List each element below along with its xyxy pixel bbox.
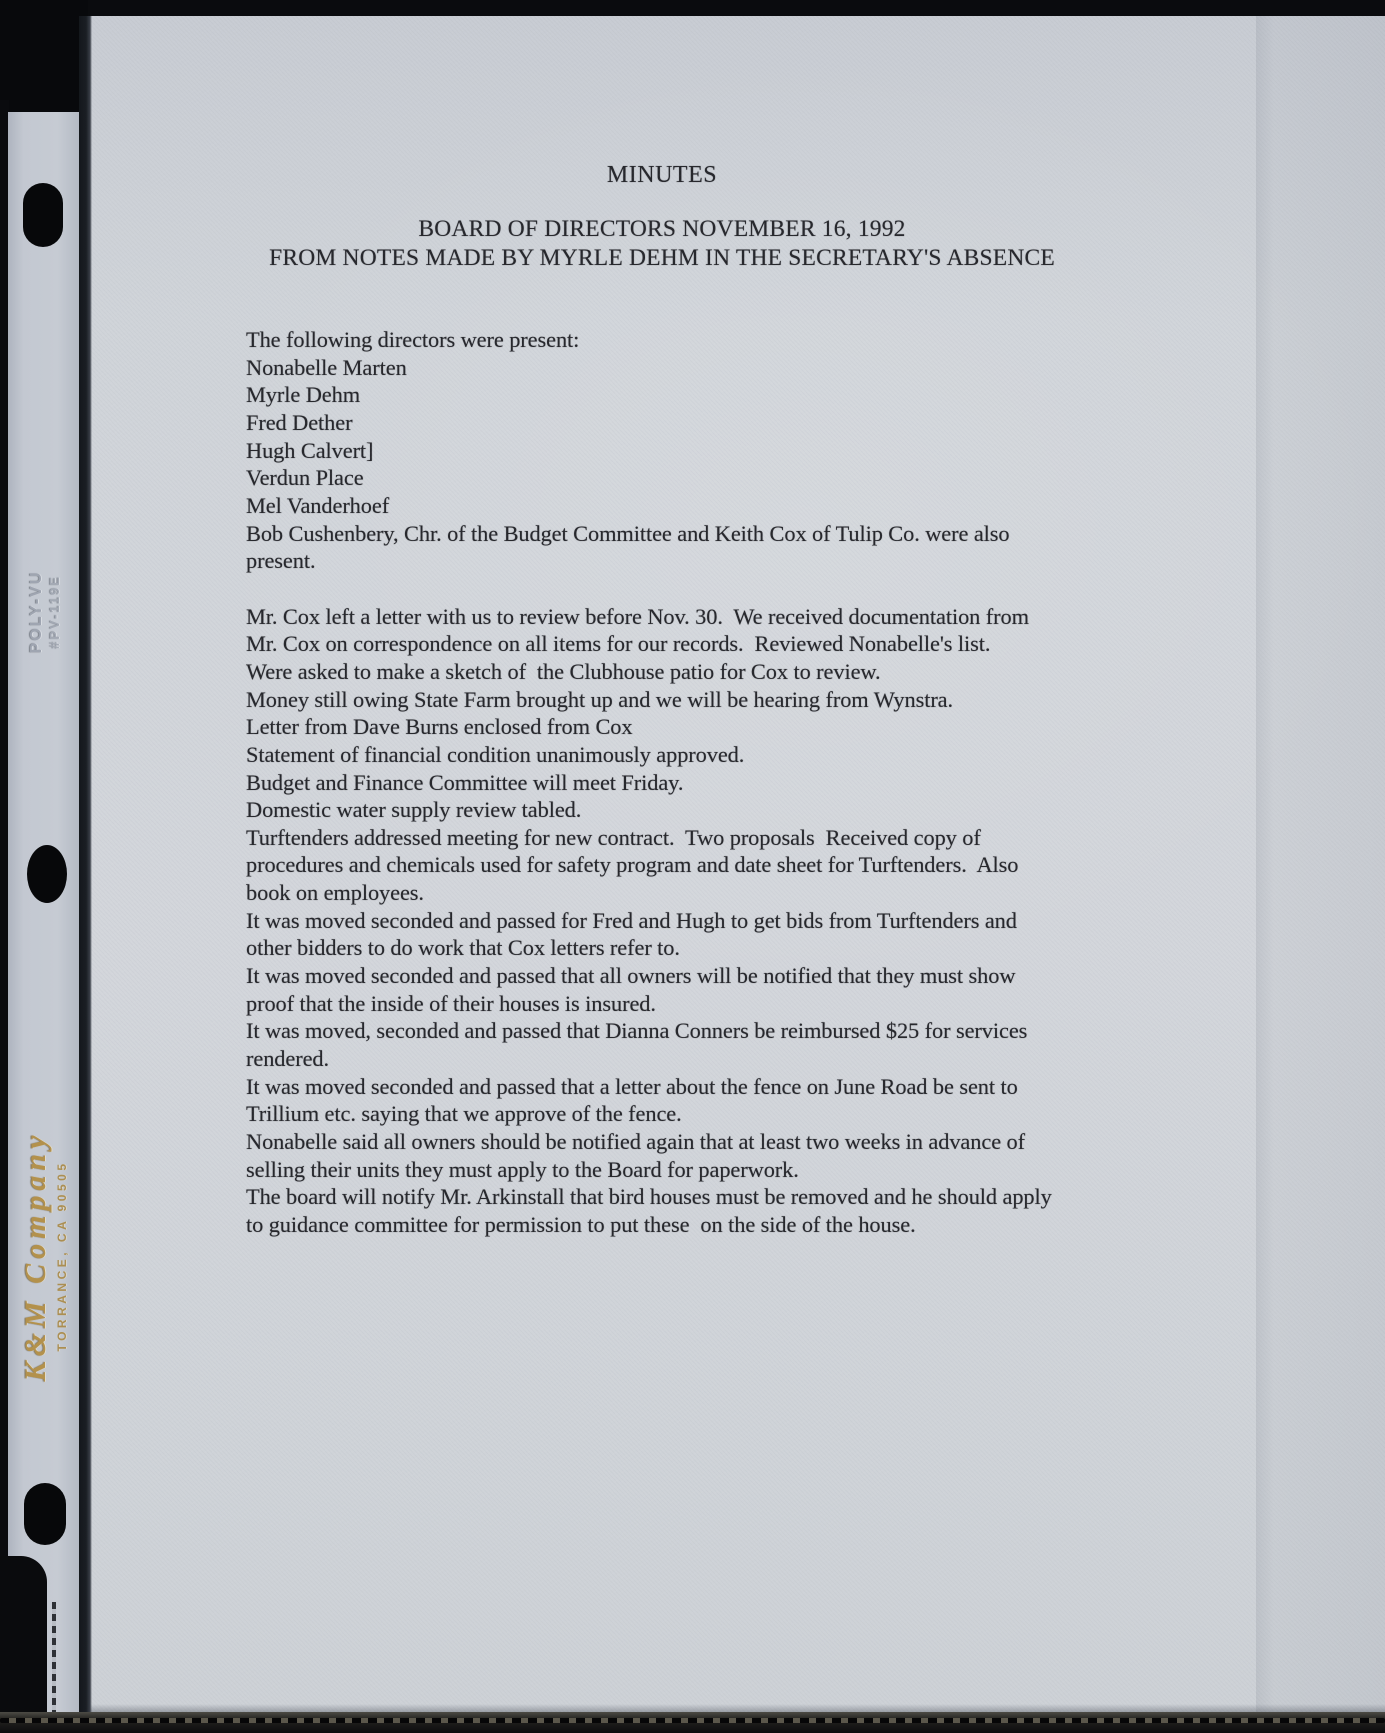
document-header — [88, 162, 1236, 273]
protector-brand-name: K&M Company — [19, 1130, 52, 1382]
text-line: Money still owing State Farm brought up and we will be hearing from Wynstra. — [246, 686, 954, 712]
text-line: Mel Vanderhoef — [246, 492, 390, 518]
paper-right-edge-shadow — [1256, 16, 1385, 1712]
stitched-side-seam — [52, 1602, 56, 1714]
text-line: Verdun Place — [246, 465, 364, 491]
background-top-left — [0, 0, 88, 118]
text-line: Budget and Finance Committee will meet Friday. — [246, 769, 684, 795]
text-line: Nonabelle Marten — [246, 354, 407, 380]
protector-model-line-2: #PV-119E — [47, 575, 62, 649]
binder-strip-shadow — [79, 16, 92, 1712]
punch-hole-middle — [27, 845, 67, 903]
text-line: The following directors were present: — [246, 327, 580, 352]
text-line — [246, 576, 1246, 604]
text-line: to guidance committee for permission to put these on the side of the house. — [246, 1212, 916, 1237]
text-line: It was moved seconded and passed that a letter about the fence on June Road be sent to — [246, 1073, 1018, 1099]
punch-hole-top — [23, 183, 63, 247]
text-line: Trillium etc. saying that we approve of the fence. — [246, 1101, 682, 1127]
punch-hole-bottom — [24, 1483, 66, 1545]
protector-model-line-1: POLY-VU — [28, 570, 45, 654]
text-line: Myrle Dehm — [246, 382, 361, 408]
subtitle-line-2: FROM NOTES MADE BY MYRLE DEHM IN THE SECRETARY'S ABSENCE — [269, 245, 1055, 271]
text-line: It was moved, seconded and passed that Dianna Conners be reimbursed $25 for services — [246, 1018, 1028, 1044]
background-bottom-left — [0, 1556, 47, 1733]
text-line: Were asked to make a sketch of the Clubhouse patio for Cox to review. — [246, 658, 881, 684]
text-line: Nonabelle said all owners should be notified again that at least two weeks in advance of — [246, 1129, 1025, 1155]
subtitle-line-1: BOARD OF DIRECTORS NOVEMBER 16, 1992 — [418, 216, 906, 242]
document-subtitle — [88, 215, 1236, 273]
stitched-bottom-edge — [0, 1712, 1385, 1733]
paper-sheet — [88, 16, 1385, 1712]
protector-brand-stamp — [19, 1131, 69, 1382]
text-line: Hugh Calvert] — [246, 437, 374, 463]
text-line: present. — [246, 548, 316, 574]
text-line: Letter from Dave Burns enclosed from Cox — [246, 714, 633, 740]
text-line: Mr. Cox on correspondence on all items for our records. Reviewed Nonabelle's list. — [246, 631, 991, 657]
text-line: Turftenders addressed meeting for new contract. Two proposals Received copy of — [246, 824, 981, 850]
paper-bottom-edge-shadow — [88, 1704, 1385, 1712]
text-line: other bidders to do work that Cox letters refer to. — [246, 935, 680, 961]
text-line: procedures and chemicals used for safety program and date sheet for Turftenders. Also — [246, 852, 1019, 878]
text-line: selling their units they must apply to the Board for paperwork. — [246, 1156, 799, 1182]
document-title: MINUTES — [606, 162, 718, 188]
protector-brand-address: TORRANCE, CA 90505 — [55, 1160, 69, 1352]
text-line: proof that the inside of their houses is insured. — [246, 990, 656, 1016]
text-line: Statement of financial condition unanimously approved. — [246, 741, 745, 767]
text-line: The board will notify Mr. Arkinstall that bird houses must be removed and he should apply — [246, 1184, 1052, 1210]
text-line: Bob Cushenbery, Chr. of the Budget Committee and Keith Cox of Tulip Co. were also — [246, 520, 1010, 546]
document-body — [246, 327, 1246, 1240]
protector-model-stamp — [28, 571, 62, 654]
text-line: rendered. — [246, 1046, 330, 1072]
text-line: Fred Dether — [246, 409, 353, 435]
text-line: It was moved seconded and passed for Fred and Hugh to get bids from Turftenders and — [246, 907, 1017, 933]
text-line: Domestic water supply review tabled. — [246, 797, 582, 823]
stitch-dashes — [0, 1718, 1385, 1723]
text-line: book on employees. — [246, 880, 424, 906]
binder-strip — [8, 112, 79, 1712]
text-line: Mr. Cox left a letter with us to review before Nov. 30. We received documentation from — [246, 603, 1029, 629]
text-line: It was moved seconded and passed that all owners will be notified that they must show — [246, 963, 1016, 989]
